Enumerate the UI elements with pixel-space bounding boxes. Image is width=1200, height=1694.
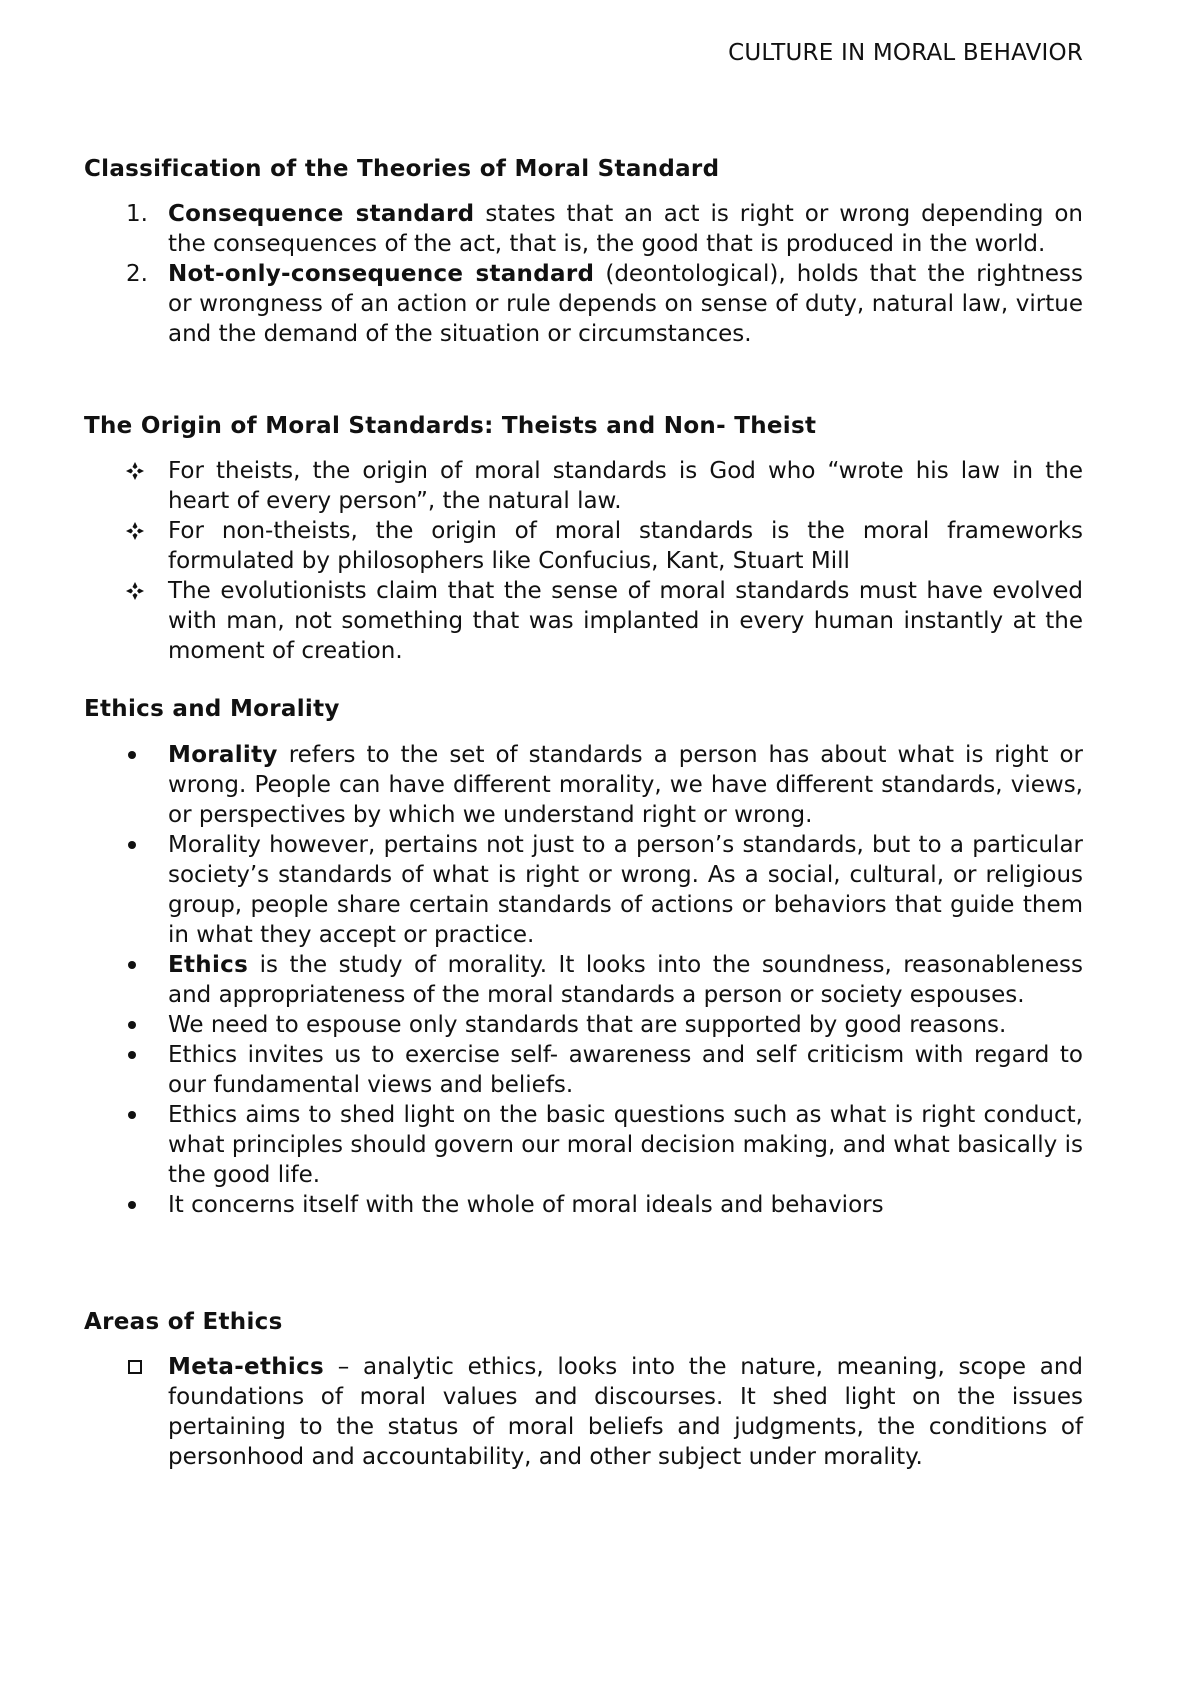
list-item — [84, 1100, 1083, 1190]
item-text: is the study of morality. It looks into the soundness, reasonableness and appropriateness of the moral standards a person or society espouses. — [168, 952, 1083, 1008]
section-title-origin: The Origin of Moral Standards: Theists and Non- Theist — [84, 413, 817, 439]
item-text: – analytic ethics, looks into the nature, meaning, scope and foundations of moral values and discourses. It shed light on the issues pertaining to the status of moral beliefs and judgments, the conditions of personhood and accountability, and other subject under morality. — [168, 1354, 1083, 1470]
origin-list — [84, 456, 1083, 666]
term-morality: Morality — [168, 742, 278, 768]
list-item — [84, 950, 1083, 1010]
item-text: (deontological), holds that the rightness or wrongness of an action or rule depends on sense of duty, natural law, virtue and the demand of the situation or circumstances. — [168, 261, 1083, 347]
item-text: For non-theists, the origin of moral standards is the moral frameworks formulated by philosophers like Confucius, Kant, Stuart Mill — [168, 518, 1083, 574]
term-meta-ethics: Meta-ethics — [168, 1354, 325, 1380]
list-item — [84, 456, 1083, 516]
term-ethics: Ethics — [168, 952, 249, 978]
classification-list — [84, 199, 1083, 349]
list-item — [84, 1010, 1083, 1040]
term-not-only-consequence-standard: Not-only-consequence standard — [168, 261, 595, 287]
bullet-icon — [128, 751, 136, 759]
item-text: The evolutionists claim that the sense of moral standards must have evolved with man, not something that was implanted in every human instantly at the moment of creation. — [168, 578, 1083, 664]
list-item — [84, 1352, 1083, 1472]
bullet-icon — [128, 961, 136, 969]
running-header: CULTURE IN MORAL BEHAVIOR — [728, 40, 1083, 66]
list-item — [84, 259, 1083, 349]
bullet-icon — [128, 841, 136, 849]
document-page — [84, 0, 1083, 1694]
item-text: We need to espouse only standards that are supported by good reasons. — [168, 1012, 1007, 1038]
item-text: refers to the set of standards a person has about what is right or wrong. People can have different morality, we have different standards, views, or perspectives by which we understand right or wrong. — [168, 742, 1083, 828]
diamond-bullet-icon — [126, 582, 144, 600]
item-text: Morality however, pertains not just to a person’s standards, but to a particular society’s standards of what is right or wrong. As a social, cultural, or religious group, people share certain standards of actions or behaviors that guide them in what they accept or practice. — [168, 832, 1083, 948]
list-item — [84, 199, 1083, 259]
list-number: 2. — [126, 261, 148, 287]
item-text: Ethics invites us to exercise self- awareness and self criticism with regard to our fundamental views and beliefs. — [168, 1042, 1083, 1098]
section-title-ethics-morality: Ethics and Morality — [84, 696, 340, 722]
list-number: 1. — [126, 201, 148, 227]
list-item — [84, 516, 1083, 576]
item-text: Ethics aims to shed light on the basic questions such as what is right conduct, what principles should govern our moral decision making, and what basically is the good life. — [168, 1102, 1083, 1188]
section-title-areas-of-ethics: Areas of Ethics — [84, 1309, 283, 1335]
term-consequence-standard: Consequence standard — [168, 201, 475, 227]
ethics-morality-list — [84, 740, 1083, 1220]
areas-of-ethics-list — [84, 1352, 1083, 1472]
bullet-icon — [128, 1111, 136, 1119]
list-item — [84, 1190, 1083, 1220]
item-text: It concerns itself with the whole of moral ideals and behaviors — [168, 1192, 884, 1218]
item-text: For theists, the origin of moral standards is God who “wrote his law in the heart of every person”, the natural law. — [168, 458, 1083, 514]
list-item — [84, 830, 1083, 950]
list-item — [84, 576, 1083, 666]
item-text: states that an act is right or wrong depending on the consequences of the act, that is, the good that is produced in the world. — [168, 201, 1084, 257]
section-title-classification: Classification of the Theories of Moral Standard — [84, 156, 720, 182]
list-item — [84, 1040, 1083, 1100]
bullet-icon — [128, 1021, 136, 1029]
checkbox-bullet-icon — [128, 1360, 142, 1374]
bullet-icon — [128, 1051, 136, 1059]
bullet-icon — [128, 1201, 136, 1209]
list-item — [84, 740, 1083, 830]
diamond-bullet-icon — [126, 522, 144, 540]
diamond-bullet-icon — [126, 462, 144, 480]
